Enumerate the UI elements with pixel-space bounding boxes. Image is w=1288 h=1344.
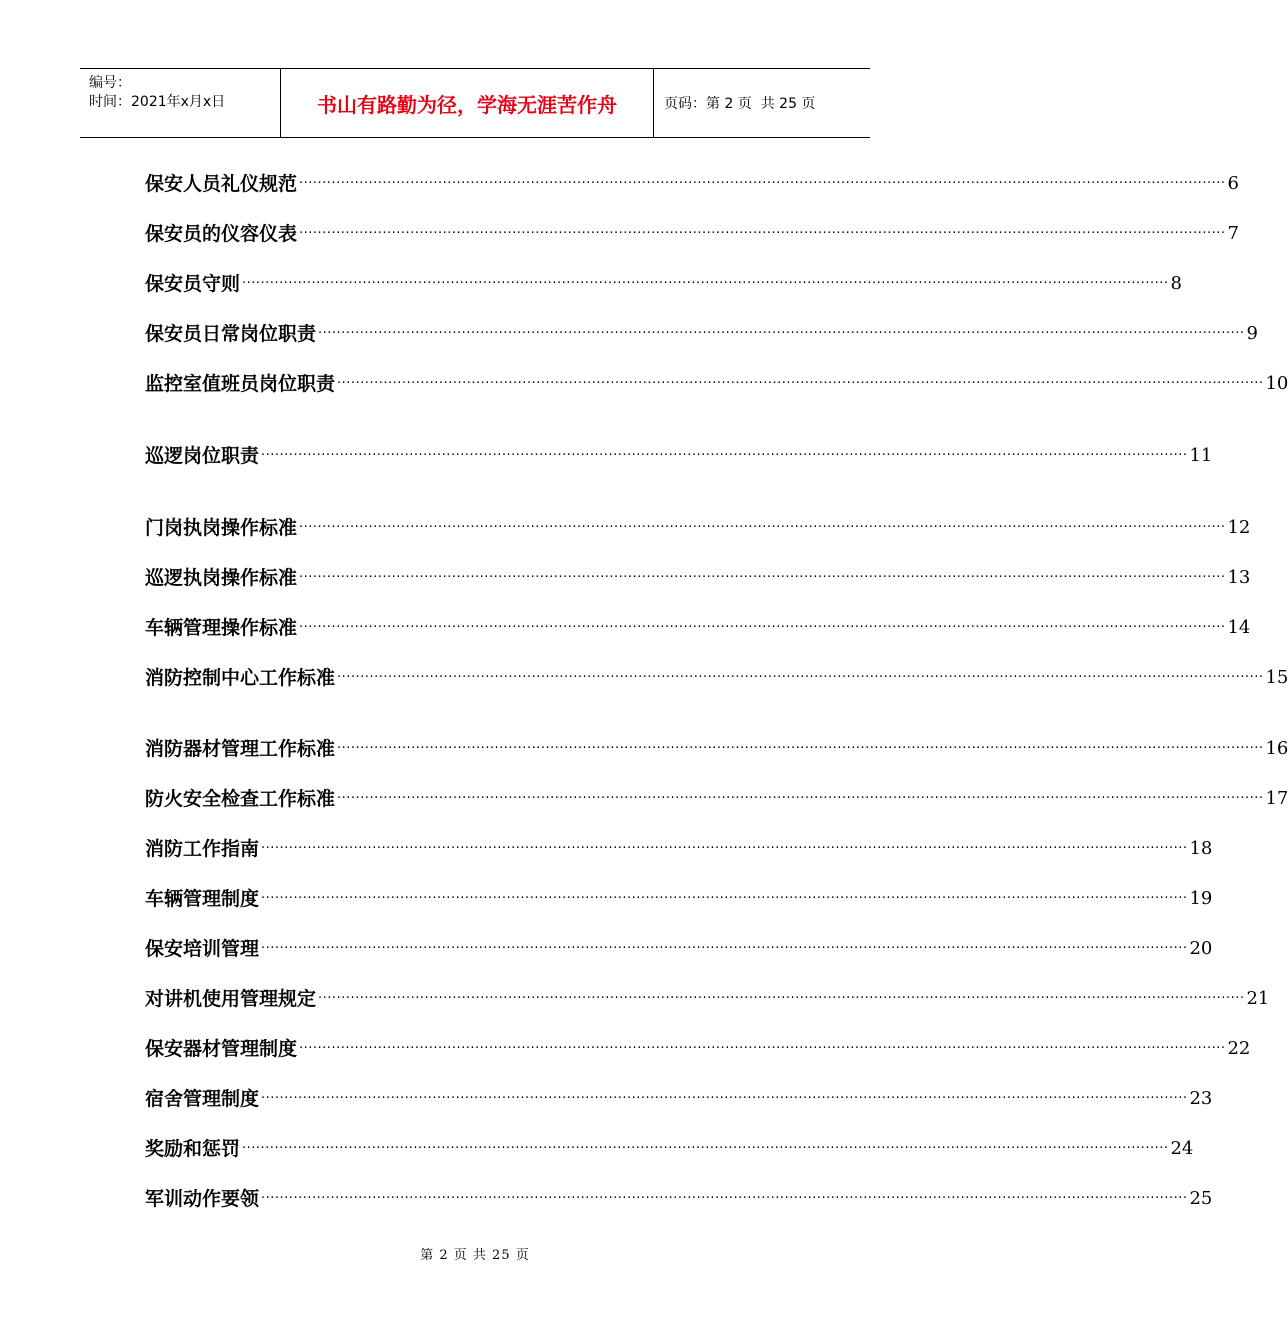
toc-entry-page: 9 [1246, 323, 1258, 344]
toc-entry-page: 21 [1246, 988, 1270, 1009]
toc-entry-page: 11 [1189, 445, 1213, 466]
toc-entry [145, 1085, 1213, 1113]
toc-dot-leader: ········································································································································································································ [337, 670, 1264, 685]
toc-entry-title: 门岗执岗操作标准 [145, 517, 298, 539]
toc-entry-title: 防火安全检查工作标准 [145, 788, 336, 810]
toc-entry [145, 514, 1251, 542]
toc-entry [145, 835, 1213, 863]
toc-entry [145, 170, 1239, 198]
toc-entry [145, 1035, 1251, 1063]
toc-dot-leader: ········································································································································································································ [337, 376, 1264, 391]
toc-entry [145, 320, 1258, 348]
toc-dot-leader: ········································································································································································································ [318, 326, 1245, 341]
toc-entry-title: 保安人员礼仪规范 [145, 173, 298, 195]
toc-dot-leader: ········································································································································································································ [299, 1041, 1226, 1056]
header-motto: 书山有路勤为径，学海无涯苦作舟 [281, 69, 654, 137]
toc-entry-title: 巡逻执岗操作标准 [145, 567, 298, 589]
document-time-label: 时间：2021年x月x日 [89, 94, 226, 110]
toc-entry-title: 消防工作指南 [145, 838, 260, 860]
toc-entry-title: 车辆管理制度 [145, 888, 260, 910]
toc-dot-leader: ········································································································································································································ [242, 1141, 1169, 1156]
toc-dot-leader: ········································································································································································································ [299, 520, 1226, 535]
toc-dot-leader: ········································································································································································································ [337, 741, 1264, 756]
toc-entry-page: 15 [1265, 667, 1288, 688]
toc-entry [145, 664, 1288, 692]
toc-entry-page: 18 [1189, 838, 1213, 859]
toc-entry-page: 19 [1189, 888, 1213, 909]
toc-entry-title: 宿舍管理制度 [145, 1088, 260, 1110]
toc-entry [145, 785, 1288, 813]
toc-entry-title: 监控室值班员岗位职责 [145, 373, 336, 395]
toc-entry-page: 23 [1189, 1088, 1213, 1109]
toc-entry-page: 7 [1227, 223, 1239, 244]
toc-entry [145, 985, 1270, 1013]
toc-entry [145, 220, 1239, 248]
toc-entry-title: 军训动作要领 [145, 1188, 260, 1210]
toc-entry-title: 对讲机使用管理规定 [145, 988, 317, 1010]
toc-entry-page: 10 [1265, 373, 1288, 394]
toc-entry [145, 270, 1182, 298]
toc-entry-title: 保安器材管理制度 [145, 1038, 298, 1060]
toc-entry-page: 16 [1265, 738, 1288, 759]
header-meta [80, 69, 281, 137]
toc-entry-page: 17 [1265, 788, 1288, 809]
toc-entry-title: 巡逻岗位职责 [145, 445, 260, 467]
toc-entry-page: 22 [1227, 1038, 1251, 1059]
toc-entry-title: 保安员守则 [145, 273, 241, 295]
toc-entry-page: 8 [1170, 273, 1182, 294]
toc-entry-title: 保安员的仪容仪表 [145, 223, 298, 245]
toc-dot-leader: ········································································································································································································ [318, 991, 1245, 1006]
toc-dot-leader: ········································································································································································································ [261, 1091, 1188, 1106]
toc-entry [145, 614, 1251, 642]
toc-dot-leader: ········································································································································································································ [261, 941, 1188, 956]
toc-entry-title: 车辆管理操作标准 [145, 617, 298, 639]
toc-entry [145, 1185, 1213, 1213]
toc-entry [145, 735, 1288, 763]
toc-entry-title: 奖励和惩罚 [145, 1138, 241, 1160]
toc-entry [145, 935, 1213, 963]
page-footer [0, 1244, 950, 1263]
toc-dot-leader: ········································································································································································································ [337, 791, 1264, 806]
toc-entry-page: 20 [1189, 938, 1213, 959]
toc-entry-title: 保安培训管理 [145, 938, 260, 960]
toc-dot-leader: ········································································································································································································ [299, 570, 1226, 585]
toc-dot-leader: ········································································································································································································ [261, 841, 1188, 856]
toc-entry-title: 消防器材管理工作标准 [145, 738, 336, 760]
toc-entry-title: 消防控制中心工作标准 [145, 667, 336, 689]
toc-dot-leader: ········································································································································································································ [299, 176, 1226, 191]
page-info-text: 页码：第 2 页 共 25 页 [664, 96, 816, 112]
toc-entry-page: 12 [1227, 517, 1251, 538]
toc-entry [145, 1135, 1194, 1163]
toc-entry-page: 24 [1170, 1138, 1194, 1159]
toc-entry [145, 442, 1213, 470]
toc-entry [145, 370, 1288, 398]
toc-dot-leader: ········································································································································································································ [261, 448, 1188, 463]
toc-entry [145, 564, 1251, 592]
toc-entry-page: 13 [1227, 567, 1251, 588]
toc-dot-leader: ········································································································································································································ [299, 620, 1226, 635]
footer-page-number: 第 2 页 共 25 页 [420, 1248, 530, 1263]
header-page-info [654, 69, 870, 137]
toc-dot-leader: ········································································································································································································ [299, 226, 1226, 241]
toc-entry [145, 885, 1213, 913]
toc-dot-leader: ········································································································································································································ [242, 276, 1169, 291]
toc-entry-page: 14 [1227, 617, 1251, 638]
toc-entry-page: 25 [1189, 1188, 1213, 1209]
toc-dot-leader: ········································································································································································································ [261, 891, 1188, 906]
toc-dot-leader: ········································································································································································································ [261, 1191, 1188, 1206]
toc-entry-page: 6 [1227, 173, 1239, 194]
toc-entry-title: 保安员日常岗位职责 [145, 323, 317, 345]
page-header [80, 68, 870, 138]
document-number-label: 编号： [89, 75, 131, 91]
